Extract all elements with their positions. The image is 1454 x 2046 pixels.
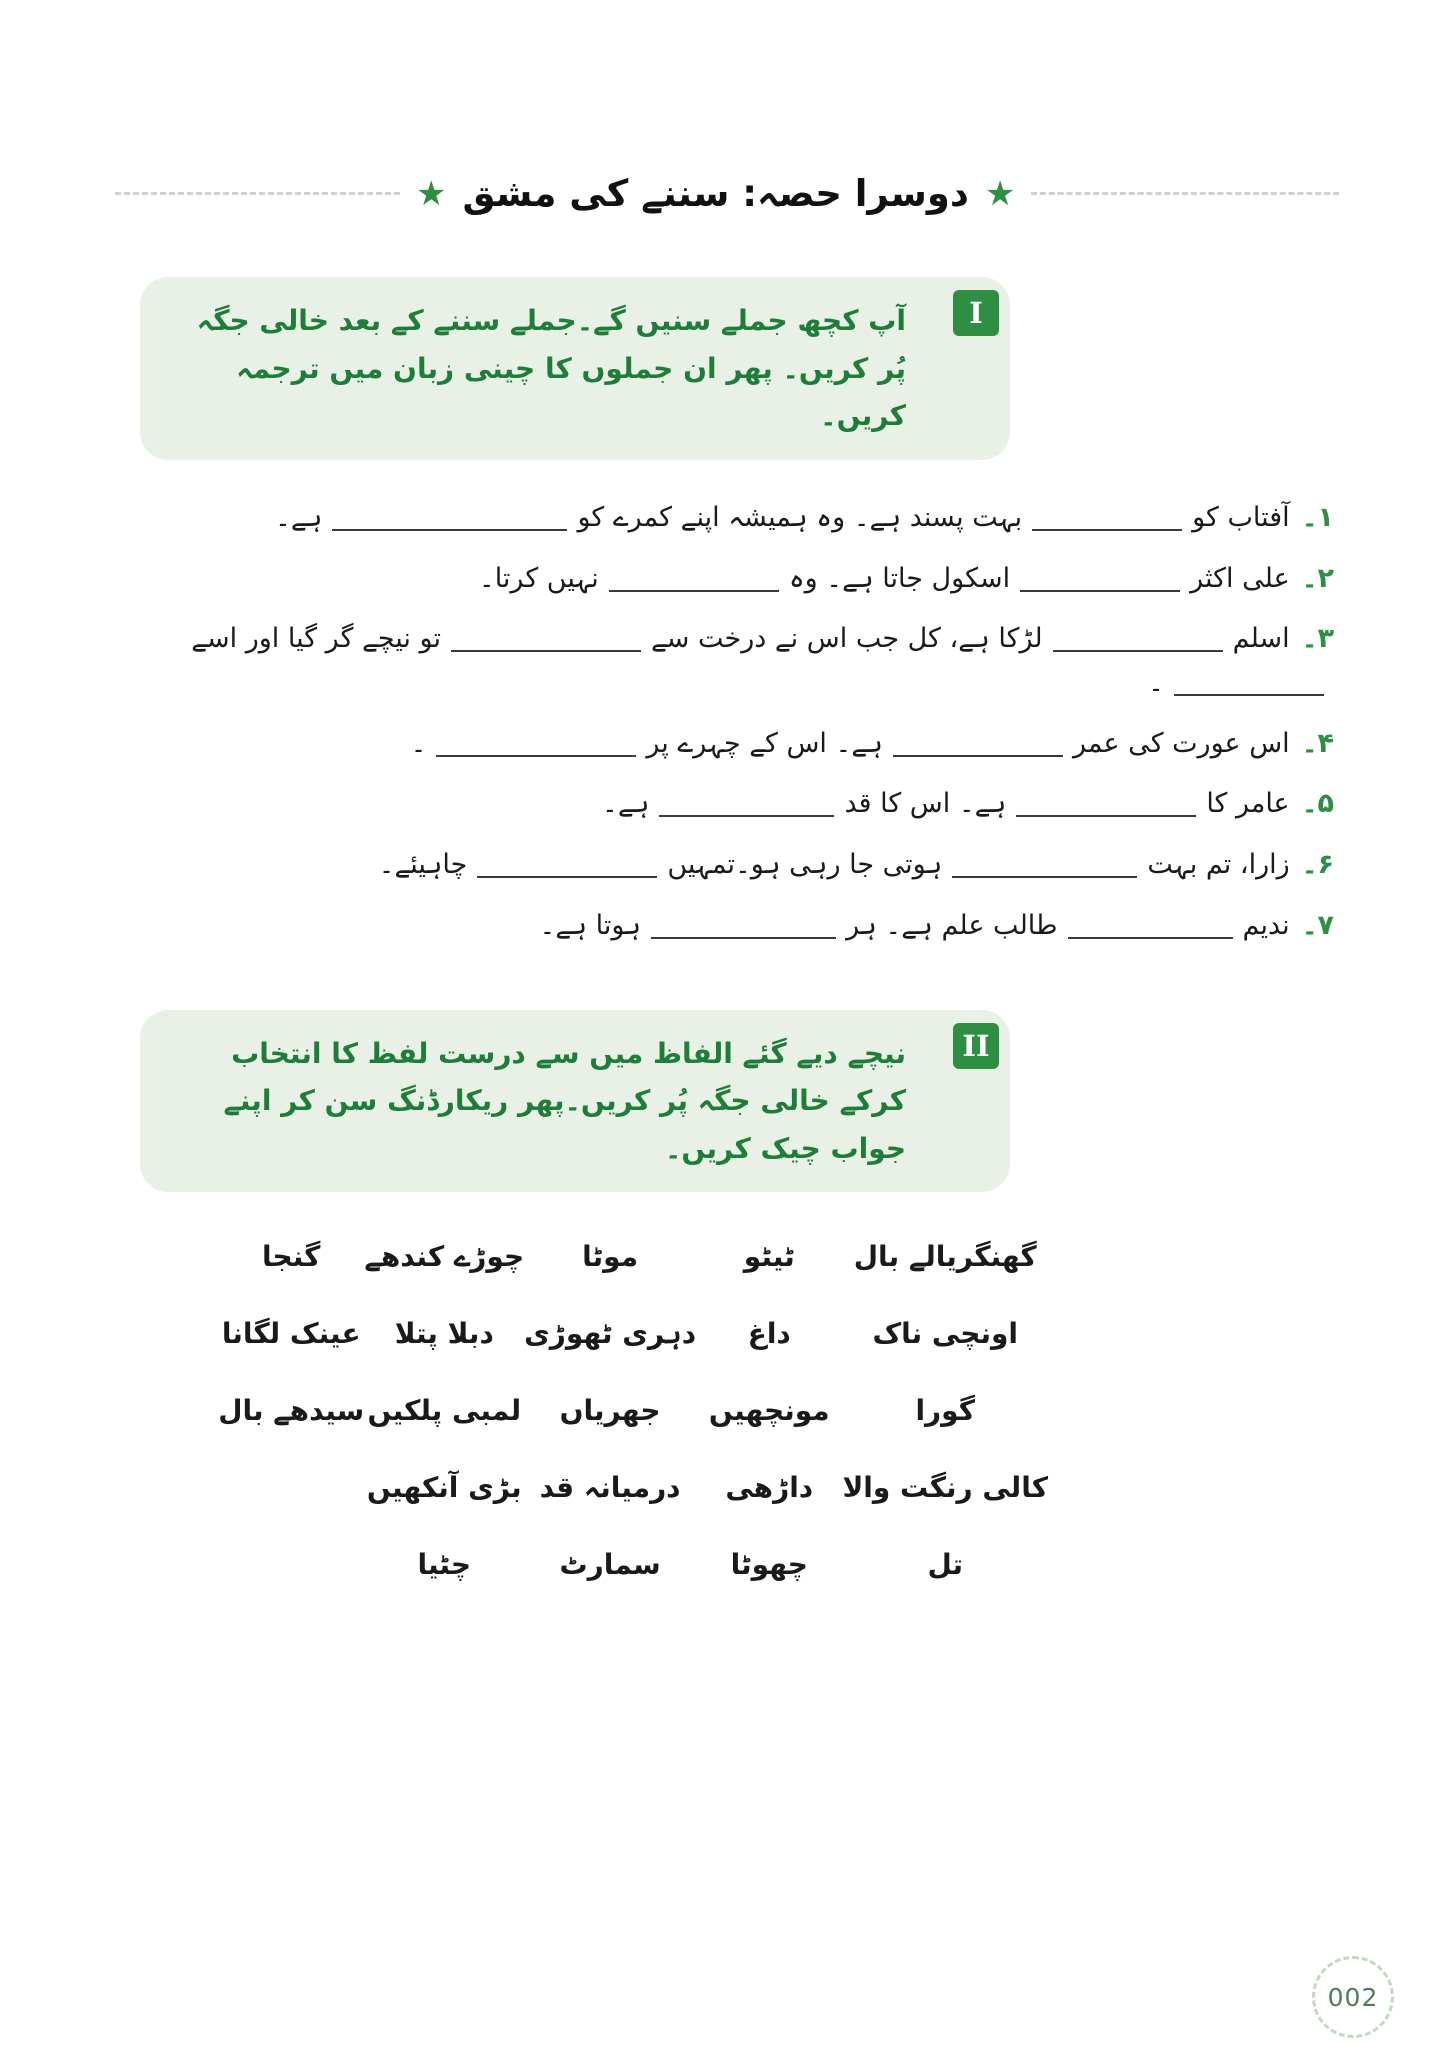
- blank-line: [1053, 623, 1223, 652]
- item-text: زارا، تم بہت: [1147, 849, 1290, 881]
- section-1-badge: I: [953, 290, 999, 336]
- item-text: علی اکثر: [1190, 562, 1290, 594]
- exercise-item: [120, 904, 1334, 948]
- word-option: سیدھے بال: [218, 1394, 365, 1428]
- word-option: چھوٹا: [730, 1548, 808, 1582]
- word-option: گھنگریالے بال: [853, 1240, 1037, 1274]
- star-icon: ★: [416, 173, 447, 214]
- item-text: نہیں کرتا۔: [478, 562, 599, 594]
- word-option: ٹیٹو: [743, 1240, 795, 1274]
- blank-line: [893, 728, 1063, 757]
- section-1-instruction-box: [140, 277, 1010, 460]
- section-2-instruction-box: [140, 1010, 1010, 1193]
- word-option: دہری ٹھوڑی: [524, 1317, 697, 1351]
- exercise-item: [120, 557, 1334, 601]
- word-option: چٹیا: [417, 1548, 472, 1582]
- blank-line: [1016, 788, 1196, 817]
- item-text: بہت پسند ہے۔ وہ ہمیشہ اپنے کمرے کو: [577, 501, 1023, 533]
- item-text: ۔: [1148, 666, 1164, 698]
- star-icon: ★: [984, 173, 1016, 214]
- item-text: تو نیچے گر گیا اور اسے: [191, 623, 441, 655]
- word-option: گورا: [915, 1394, 975, 1428]
- item-text: اسلم: [1232, 623, 1290, 655]
- item-text: ہے۔ اس کا قد: [844, 788, 1007, 820]
- item-text: آفتاب کو: [1192, 501, 1290, 533]
- item-number: ۲۔: [1301, 562, 1334, 594]
- page-header: [115, 0, 1339, 215]
- header-dashed-rule-right: [1031, 192, 1339, 195]
- word-option: بڑی آنکھیں: [366, 1471, 522, 1505]
- word-option: سمارٹ: [559, 1548, 661, 1582]
- exercise-item: [120, 782, 1334, 826]
- section-1-instruction: آپ کچھ جملے سنیں گے۔جملے سننے کے بعد خالی جگہ پُر کریں۔ پھر ان جملوں کا چینی زبان میں ترجمہ کریں۔: [196, 304, 906, 433]
- item-text: ندیم: [1242, 909, 1290, 941]
- item-number: ۳۔: [1301, 623, 1334, 655]
- item-text: ہے۔ اس کے چہرے پر: [646, 727, 883, 759]
- item-number: ۱۔: [1301, 501, 1334, 533]
- item-text: طالب علم ہے۔ ہر: [846, 909, 1058, 941]
- blank-line: [659, 788, 834, 817]
- word-cell-empty: [218, 1471, 364, 1504]
- item-number: ۴۔: [1301, 727, 1334, 759]
- exercise-items: [120, 496, 1334, 948]
- word-option: دبلا پتلا: [394, 1317, 494, 1351]
- word-option: داڑھی: [725, 1471, 814, 1505]
- blank-line: [651, 910, 836, 939]
- word-option: کالی رنگت والا: [842, 1471, 1048, 1505]
- item-text: ہے۔: [275, 501, 323, 533]
- item-number: ۵۔: [1301, 788, 1334, 820]
- word-option: عینک لگانا: [221, 1317, 361, 1351]
- item-text: ہوتی جا رہی ہو۔تمہیں: [667, 849, 943, 881]
- section-2-badge: II: [953, 1023, 999, 1069]
- page-title: دوسرا حصہ: سننے کی مشق: [462, 172, 969, 215]
- word-option: درمیانہ قد: [539, 1471, 681, 1505]
- blank-line: [1174, 667, 1324, 696]
- word-option: گنجا: [262, 1240, 321, 1274]
- word-cell-empty: [218, 1548, 364, 1581]
- item-text: عامر کا: [1206, 788, 1290, 820]
- item-number: ۶۔: [1301, 849, 1334, 881]
- item-text: ہوتا ہے۔: [539, 909, 642, 941]
- blank-line: [436, 728, 636, 757]
- exercise-item: [120, 722, 1334, 766]
- exercise-item: [120, 843, 1334, 887]
- word-grid: [218, 1240, 1048, 1581]
- word-option: اونچی ناک: [872, 1317, 1018, 1351]
- blank-line: [451, 623, 641, 652]
- item-text: ہے۔: [602, 788, 650, 820]
- blank-line: [1032, 502, 1182, 531]
- word-option: موٹا: [582, 1240, 639, 1274]
- item-number: ۷۔: [1301, 909, 1334, 941]
- word-option: چوڑے کندھے: [364, 1240, 525, 1274]
- page-number-badge: [1312, 1956, 1394, 2038]
- word-option: جھریاں: [559, 1394, 661, 1428]
- item-text: لڑکا ہے، کل جب اس نے درخت سے: [650, 623, 1043, 655]
- blank-line: [332, 502, 567, 531]
- item-text: ۔: [410, 727, 427, 759]
- page-number: 002: [1327, 1982, 1379, 2012]
- exercise-item: [120, 617, 1334, 704]
- exercise-item: [120, 496, 1334, 540]
- section-2-instruction: نیچے دیے گئے الفاظ میں سے درست لفظ کا انتخاب کرکے خالی جگہ پُر کریں۔پھر ریکارڈنگ سن کر اپنے جواب چیک کریں۔: [223, 1036, 906, 1165]
- word-option: تل: [927, 1548, 963, 1582]
- item-text: اسکول جاتا ہے۔ وہ: [788, 562, 1011, 594]
- blank-line: [609, 563, 779, 592]
- word-option: لمبی پلکیں: [367, 1394, 522, 1428]
- word-option: داغ: [747, 1317, 791, 1351]
- blank-line: [1068, 910, 1233, 939]
- item-text: چاہیئے۔: [378, 849, 468, 881]
- word-option: مونچھیں: [708, 1394, 830, 1428]
- header-dashed-rule-left: [115, 192, 400, 195]
- blank-line: [477, 849, 657, 878]
- blank-line: [952, 849, 1137, 878]
- item-text: اس عورت کی عمر: [1072, 727, 1290, 759]
- blank-line: [1020, 563, 1180, 592]
